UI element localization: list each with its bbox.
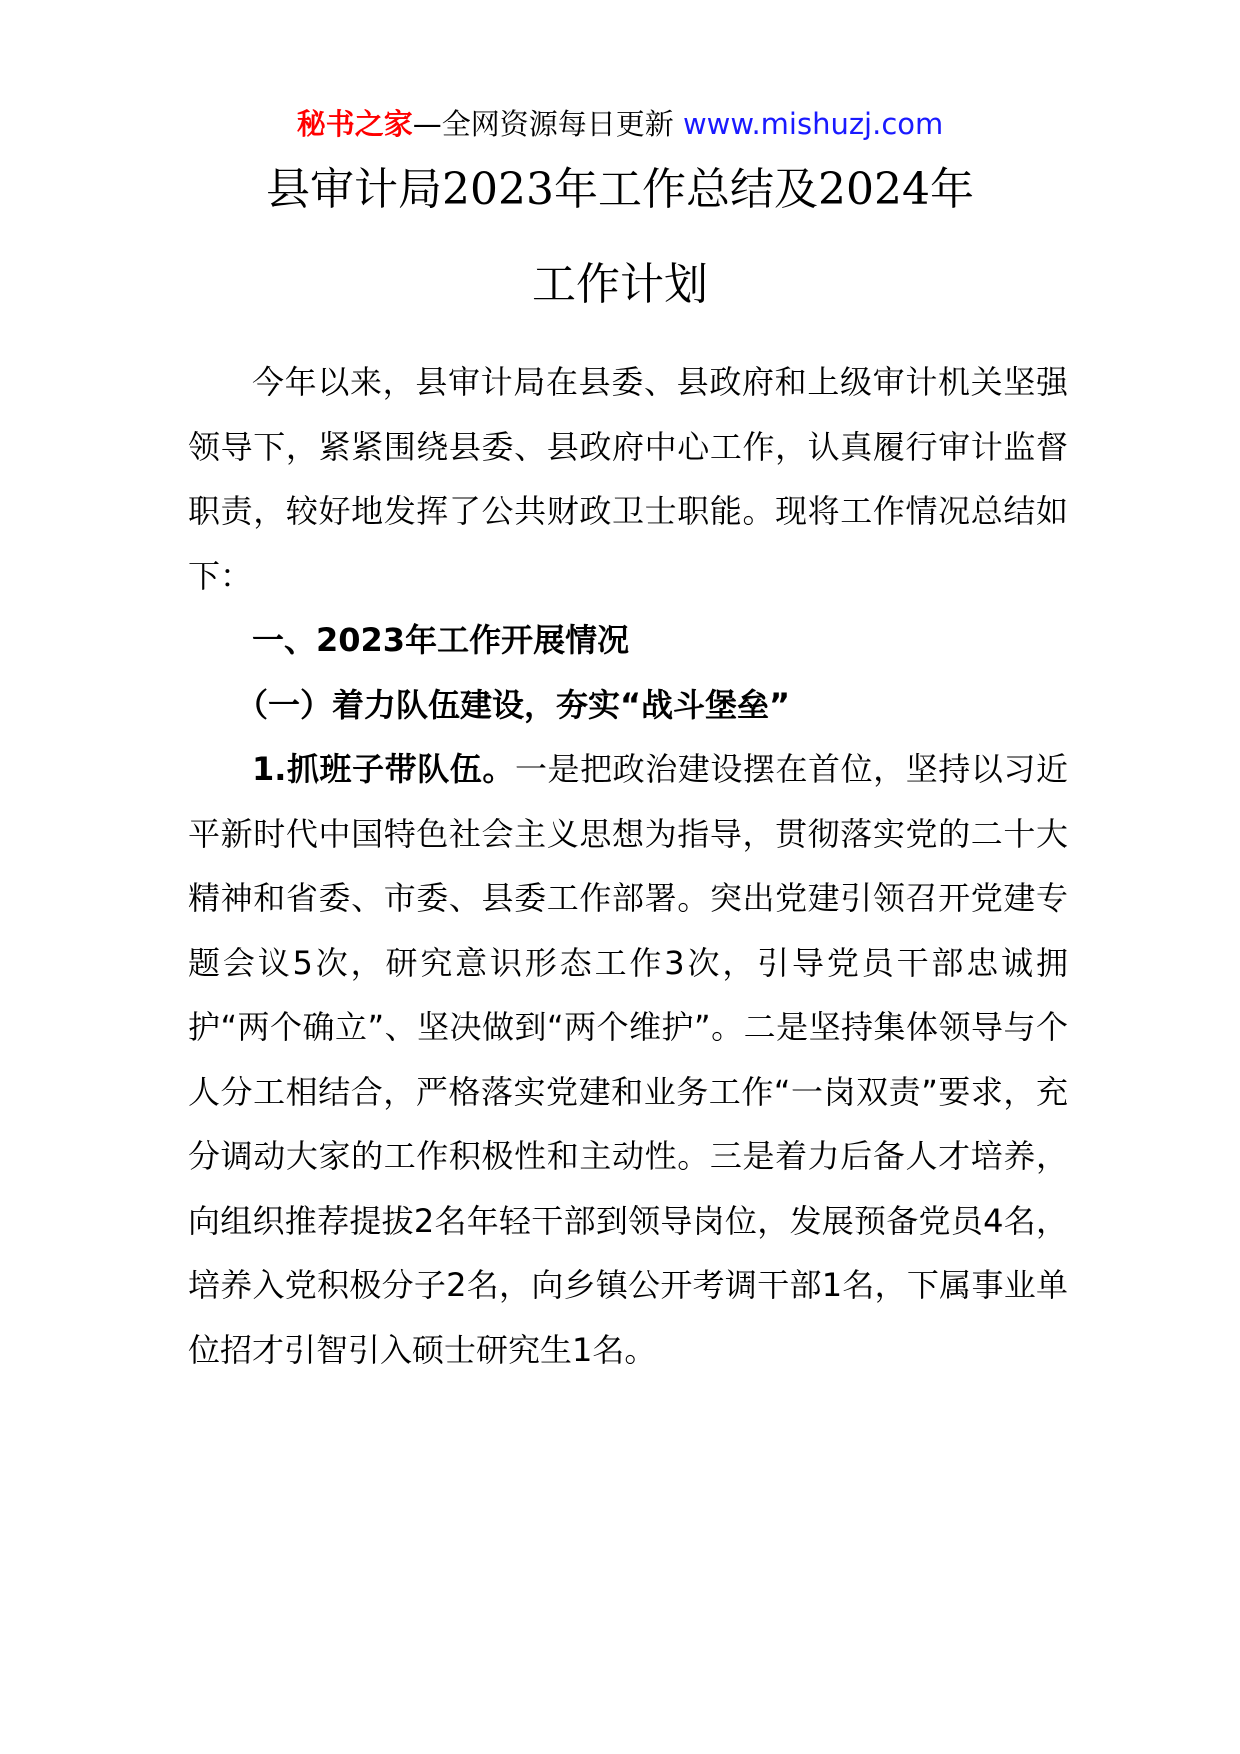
item-text: 一是把政治建设摆在首位，坚持以习近平新时代中国特色社会主义思想为指导，贯彻落实党的二十大精神和省委、市委、县委工作部署。突出党建引领召开党建专题会议5次，研究意识形态工作3次，引导党员干部忠诚拥护“两个确立”、坚决做到“两个维护”。二是坚持集体领导与个人分工相结合，严格落实党建和业务工作“一岗双责”要求，充分调动大家的工作积极性和主动性。三是着力后备人才培养，向组织推荐提拔2名年轻干部到领导岗位，发展预备党员4名，培养入党积极分子2名，向乡镇公开考调干部1名，下属事业单位招才引智引入硕士研究生1名。 xyxy=(188,750,1068,1369)
document-body xyxy=(188,350,1068,1382)
section-heading: 一、2023年工作开展情况 xyxy=(252,621,630,659)
site-url[interactable]: www.mishuzj.com xyxy=(682,107,944,141)
document-title-line-2: 工作计划 xyxy=(532,259,708,310)
intro-paragraph: 今年以来，县审计局在县委、县政府和上级审计机关坚强领导下，紧紧围绕县委、县政府中心工作，认真履行审计监督职责，较好地发挥了公共财政卫士职能。现将工作情况总结如下： xyxy=(188,363,1068,595)
item-lead: 1.抓班子带队伍。 xyxy=(252,750,515,788)
site-slogan: —全网资源每日更新 xyxy=(412,107,674,141)
document-title-line-1: 县审计局2023年工作总结及2024年 xyxy=(266,164,974,215)
site-header xyxy=(0,104,1240,144)
site-brand: 秘书之家 xyxy=(296,107,413,141)
subsection-heading: （一）着力队伍建设，夯实“战斗堡垒” xyxy=(236,685,791,724)
item-paragraph xyxy=(188,737,1068,1382)
